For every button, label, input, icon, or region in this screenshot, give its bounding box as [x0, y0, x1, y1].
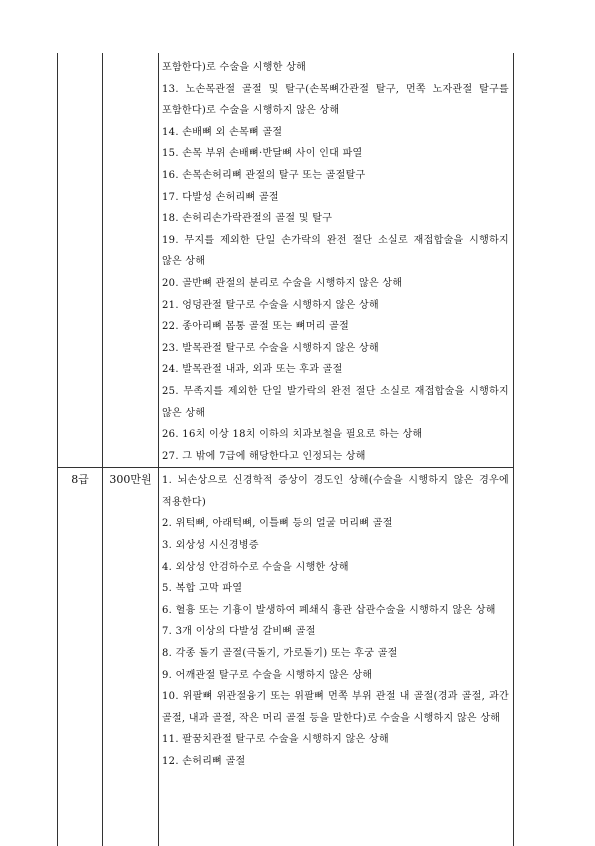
list-item: 포함한다)로 수술을 시행한 상해 — [162, 62, 307, 73]
injury-grade-table — [57, 53, 514, 846]
list-item: 17. 다발성 손허리뼈 골절 — [162, 191, 279, 203]
list-item: 3. 외상성 시신경병증 — [162, 540, 259, 552]
list-item: 22. 종아리뼈 몸통 골절 또는 뼈머리 골절 — [162, 321, 350, 333]
grade-7-item-list — [159, 55, 513, 467]
list-item: 23. 발목관절 탈구로 수술을 시행하지 않은 상해 — [162, 342, 379, 354]
list-item: 14. 손배뼈 외 손목뼈 골절 — [162, 126, 283, 138]
list-item: 11. 팔꿈치관절 탈구로 수술을 시행하지 않은 상해 — [162, 734, 389, 746]
list-item: 21. 엉덩관절 탈구로 수술을 시행하지 않은 상해 — [162, 299, 379, 311]
list-item: 2. 위턱뼈, 아래턱뼈, 이틀뼈 등의 얼굴 머리뼈 골절 — [162, 518, 393, 530]
list-item: 20. 골반뼈 관절의 분리로 수술을 시행하지 않은 상해 — [162, 277, 403, 289]
list-item: 19. 무지를 제외한 단일 손가락의 완전 절단 소실로 재접합술을 시행하지 않은 상해 — [162, 234, 509, 268]
list-item: 9. 어깨관절 탈구로 수술을 시행하지 않은 상해 — [162, 669, 373, 681]
grade-cell-empty — [58, 53, 103, 468]
list-item: 25. 무족지를 제외한 단일 발가락의 완전 절단 소실로 재접합술을 시행하지 않은 상해 — [162, 385, 509, 419]
list-item: 15. 손목 부위 손배뼈·반달뼈 사이 인대 파열 — [162, 148, 363, 160]
amount-label: 300만원 — [103, 468, 159, 846]
grade-8-item-list — [159, 468, 513, 772]
list-item: 4. 외상성 안검하수로 수술을 시행한 상해 — [162, 561, 349, 573]
list-item: 10. 위팔뼈 위관절융기 또는 위팔뼈 먼쪽 부위 관절 내 골절(경과 골절, 과간 골절, 내과 골절, 작은 머리 골절 등을 말한다)로 수술을 시행하지 않은 상해 — [162, 691, 509, 724]
list-item: 1. 뇌손상으로 신경학적 증상이 경도인 상해(수술을 시행하지 않은 경우에 적용한다) — [162, 475, 509, 508]
list-item: 27. 그 밖에 7급에 해당한다고 인정되는 상해 — [162, 450, 366, 462]
list-item: 26. 16치 이상 18치 이하의 치과보철을 필요로 하는 상해 — [162, 429, 423, 441]
list-item: 16. 손목손허리뼈 관절의 탈구 또는 골절탈구 — [162, 169, 366, 181]
list-item: 5. 복합 고막 파열 — [162, 583, 243, 595]
list-item: 24. 발목관절 내과, 외과 또는 후과 골절 — [162, 364, 343, 376]
list-item: 12. 손허리뼈 골절 — [162, 756, 246, 767]
grade-label: 8급 — [58, 468, 103, 846]
grade-8-items-cell — [159, 468, 514, 846]
grade-7-continuation-row — [58, 53, 514, 468]
list-item: 18. 손허리손가락관절의 골절 및 탈구 — [162, 213, 333, 225]
list-item: 7. 3개 이상의 다발성 갈비뼈 골절 — [162, 626, 316, 638]
list-item: 8. 각종 돌기 골절(극돌기, 가로돌기) 또는 후궁 골절 — [162, 648, 398, 660]
grade-7-items-cell — [159, 53, 514, 468]
list-item: 13. 노손목관절 골절 및 탈구(손목뼈간관절 탈구, 먼쪽 노자관절 탈구를 포함한다)로 수술을 시행하지 않은 상해 — [162, 83, 509, 117]
amount-cell-empty — [103, 53, 159, 468]
list-item: 6. 혈흉 또는 기흉이 발생하여 폐쇄식 흉관 삽관수술을 시행하지 않은 상해 — [162, 604, 496, 616]
grade-8-row — [58, 468, 514, 846]
